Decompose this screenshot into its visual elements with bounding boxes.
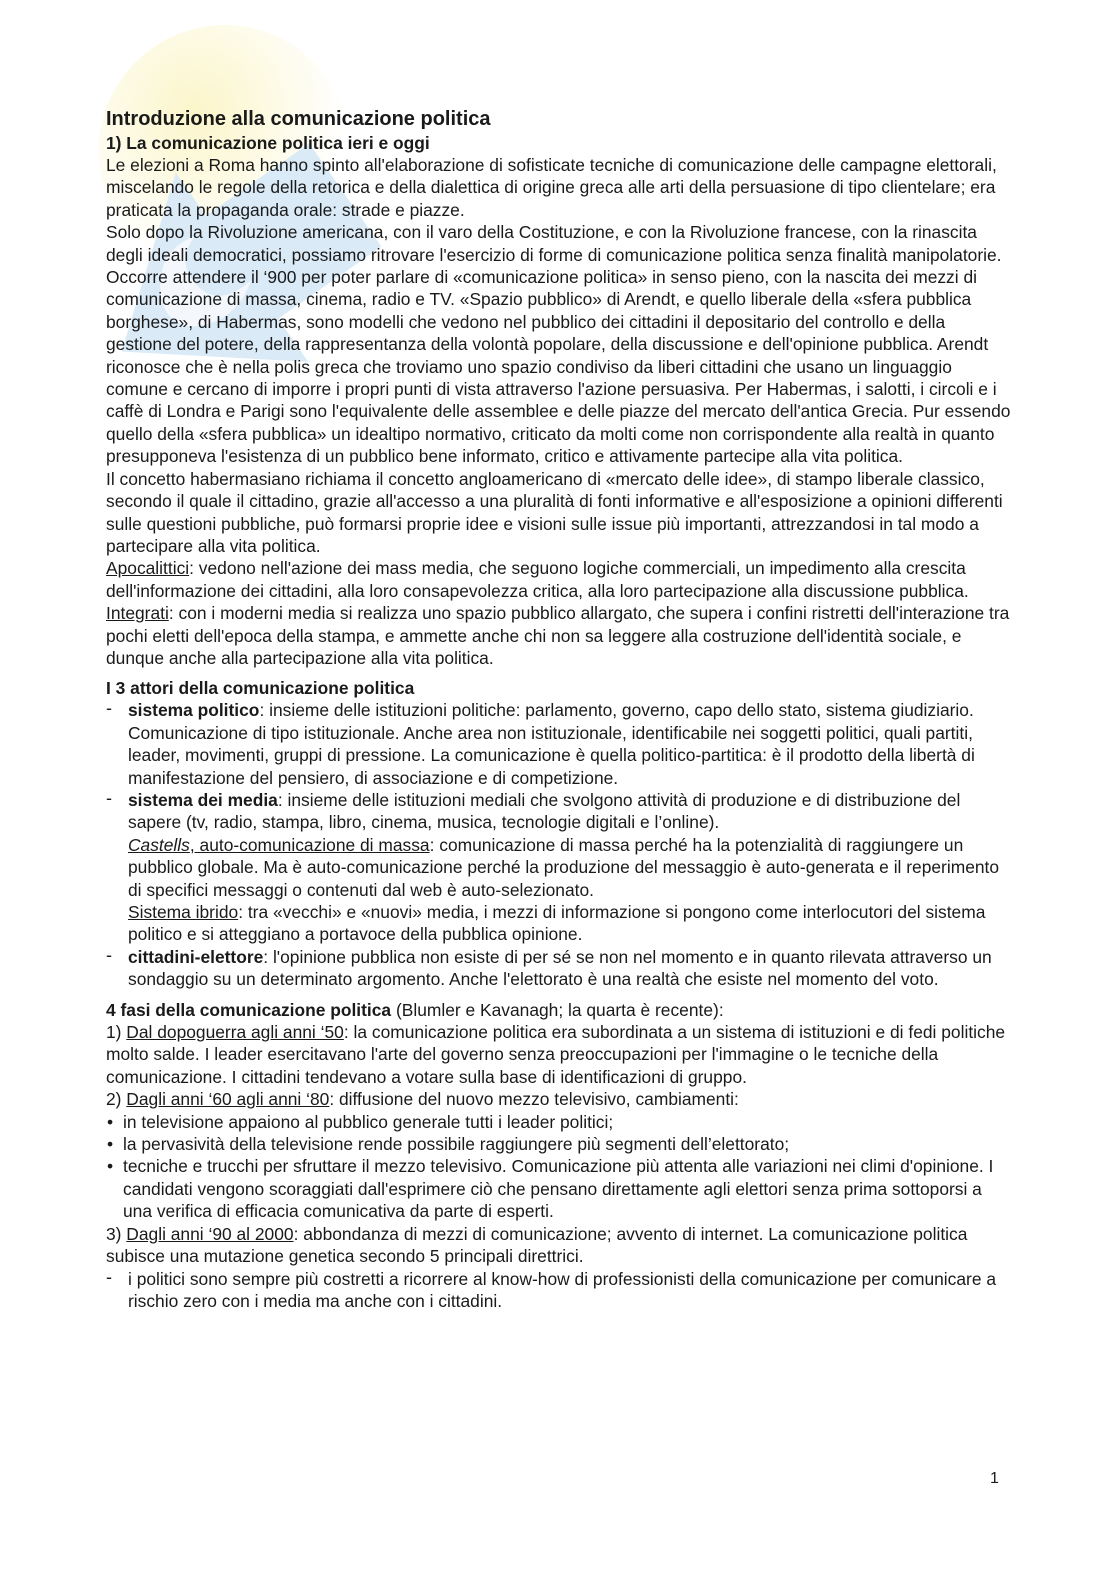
text-run: : vedono nell'azione dei mass media, che seguono logiche commerciali, un impedimento alla crescita dell'informazione dei cittadini, alla loro consapevolezza critica, alla loro partecipazione alla discussione pubblica. (106, 558, 969, 601)
term-sistema-media: sistema dei media (128, 789, 278, 810)
text-run: : abbondanza di mezzi di comunicazione; avvento di internet. La comunicazione politica subisce una mutazione genetica secondo 5 principali direttrici. (106, 1223, 968, 1267)
phase-number: 3) (106, 1223, 127, 1244)
paragraph: Le elezioni a Roma hanno spinto all'elaborazione di sofisticate tecniche di comunicazione delle campagne elettorali, miscelando le regole della retorica e della dialettica di origine greca alle arti della persuasione di tipo clientelare; era praticata la propaganda orale: strade e piazze. (106, 155, 997, 220)
paragraph (106, 1223, 1011, 1268)
text-run: (Blumler e Kavanagh; la quarta è recente): (391, 999, 724, 1020)
list-item: • tecniche e trucchi per sfruttare il mezzo televisivo. Comunicazione più attenta alle variazioni nei climi d'opinione. I candidati vengono scoraggiati dall'esprimere ciò che pensano direttamente agli elettori senza prima sottoporsi a una verifica di efficacia comunicativa da parte di esperti. (106, 1155, 1011, 1222)
paragraph (106, 1021, 1011, 1088)
text-run: : diffusione del nuovo mezzo televisivo, cambiamenti: (329, 1089, 739, 1110)
document-body (106, 106, 1011, 1312)
paragraph: Il concetto habermasiano richiama il concetto angloamericano di «mercato delle idee», di stampo liberale classico, secondo il quale il cittadino, grazie all'accesso a una pluralità di fonti informative e all'esposizione a opinioni differenti sulle questioni pubbliche, può formarsi proprie idee e visioni sulle issue più importanti, attrezzandosi in tal modo a partecipare alla vita politica. (106, 468, 1003, 556)
text-run: : insieme delle istituzioni mediali che svolgono attività di produzione e di distribuzione del sapere (tv, radio, stampa, libro, cinema, musica, tecnologie digitali e l’online). (128, 789, 961, 833)
actors-list (106, 699, 1011, 990)
phase-term: Dal dopoguerra agli anni ‘50 (126, 1022, 344, 1043)
section-heading: 4 fasi della comunicazione politica (106, 999, 392, 1020)
page-number: 1 (990, 1470, 999, 1487)
text-run: : comunicazione di massa perché ha la potenzialità di raggiungere un pubblico globale. Ma è auto-comunicazione perché la produzione del messaggio è auto-generata e il reperimento di specifici messaggi o contenuti dal web è auto-selezionato. (128, 834, 1000, 900)
term-integrati: Integrati (106, 603, 169, 624)
list-item (106, 789, 1011, 946)
term-auto-comunicazione: , auto-comunicazione di massa (189, 834, 430, 855)
paragraph (106, 1088, 1011, 1110)
term-sistema-politico: sistema politico (128, 700, 260, 721)
document-title: Introduzione alla comunicazione politica (106, 108, 491, 130)
term-cittadini-elettore: cittadini-elettore (128, 946, 264, 967)
list-item: • la pervasività della televisione rende possibile raggiungere più segmenti dell’elettorato; (106, 1133, 1011, 1155)
phase2-list (106, 1111, 1011, 1223)
term-sistema-ibrido: Sistema ibrido (128, 902, 239, 922)
list-item (106, 946, 1011, 991)
phase3-list (106, 1268, 1011, 1313)
phase-number: 2) (106, 1089, 127, 1110)
paragraph (106, 557, 1011, 669)
phase-number: 1) (106, 1022, 127, 1043)
list-item (106, 699, 1011, 789)
term-apocalittici: Apocalittici (106, 558, 190, 579)
text-run: : l'opinione pubblica non esiste di per sé se non nel momento e in quanto rilevata attraverso un sondaggio su un determinato argomento. Anche l'elettorato è una realtà che esiste nel momento del voto. (128, 946, 992, 990)
text-run: : la comunicazione politica era subordinata a un sistema di istituzioni e di fedi politiche molto salde. I leader esercitavano l'arte del governo senza preoccupazioni per l'immagine o le tecniche della comunicazione. I cittadini tendevano a votare sulla base di identificazioni di gruppo. (106, 1022, 1006, 1087)
text-run: : insieme delle istituzioni politiche: parlamento, governo, capo dello stato, sistema giudiziario. Comunicazione di tipo istituzionale. Anche area non istituzionale, identificabile nei soggetti politici, quali partiti, leader, movimenti, gruppi di pressione. La comunicazione è quella politico-partitica: è il prodotto della libertà di manifestazione del pensiero, di associazione e di competizione. (128, 700, 975, 788)
list-item: - i politici sono sempre più costretti a ricorrere al know-how di professionisti della comunicazione per comunicare a rischio zero con i media ma anche con i cittadini. (106, 1268, 1011, 1313)
phases-heading (106, 999, 1011, 1021)
section-heading: I 3 attori della comunicazione politica (106, 678, 415, 699)
text-run: : con i moderni media si realizza uno spazio pubblico allargato, che supera i confini ristretti dell'interazione tra pochi eletti dell'epoca della stampa, e ammette anche chi non sa leggere alla costruzione dell'identità sociale, e dunque anche alla partecipazione alla vita politica. (106, 603, 1010, 668)
phase-term: Dagli anni ‘60 agli anni ‘80 (126, 1089, 330, 1110)
list-item: • in televisione appaiono al pubblico generale tutti i leader politici; (106, 1111, 1011, 1133)
phase-term: Dagli anni ‘90 al 2000 (126, 1223, 294, 1244)
text-run: : tra «vecchi» e «nuovi» media, i mezzi di informazione si pongono come interlocutori del sistema politico e si atteggiano a portavoce della pubblica opinione. (128, 902, 986, 945)
section-heading: 1) La comunicazione politica ieri e oggi (106, 133, 430, 153)
term-castells: Castells (128, 834, 190, 855)
paragraph: Solo dopo la Rivoluzione americana, con il varo della Costituzione, e con la Rivoluzione francese, con la rinascita degli ideali democratici, possiamo ritrovare l'esercizio di forme di comunicazione politica senza finalità manipolatorie. Occorre attendere il ‘900 per poter parlare di «comunicazione politica» in senso pieno, con la nascita dei mezzi di comunicazione di massa, cinema, radio e TV. «Spazio pubblico» di Arendt, e quello liberale della «sfera pubblica borghese», di Habermas, sono modelli che vedono nel pubblico dei cittadini il depositario del controllo e della gestione del potere, della rappresentanza della volontà popolare, della discussione e dell'opinione pubblica. Arendt riconosce che è nella polis greca che troviamo uno spazio condiviso da liberi cittadini che usano un linguaggio comune e cercano di imporre i propri punti di vista attraverso l'azione persuasiva. Per Habermas, i salotti, i circoli e i caffè di Londra e Parigi sono l'equivalente delle assemblee e delle piazze del mercato dell'antica Grecia. Pur essendo quello della «sfera pubblica» un idealtipo normativo, criticato da molti come non corrispondente alla realtà in quanto presupponeva l'esistenza di un pubblico bene informato, critico e attivamente partecipe alla vita politica. (106, 222, 1011, 467)
